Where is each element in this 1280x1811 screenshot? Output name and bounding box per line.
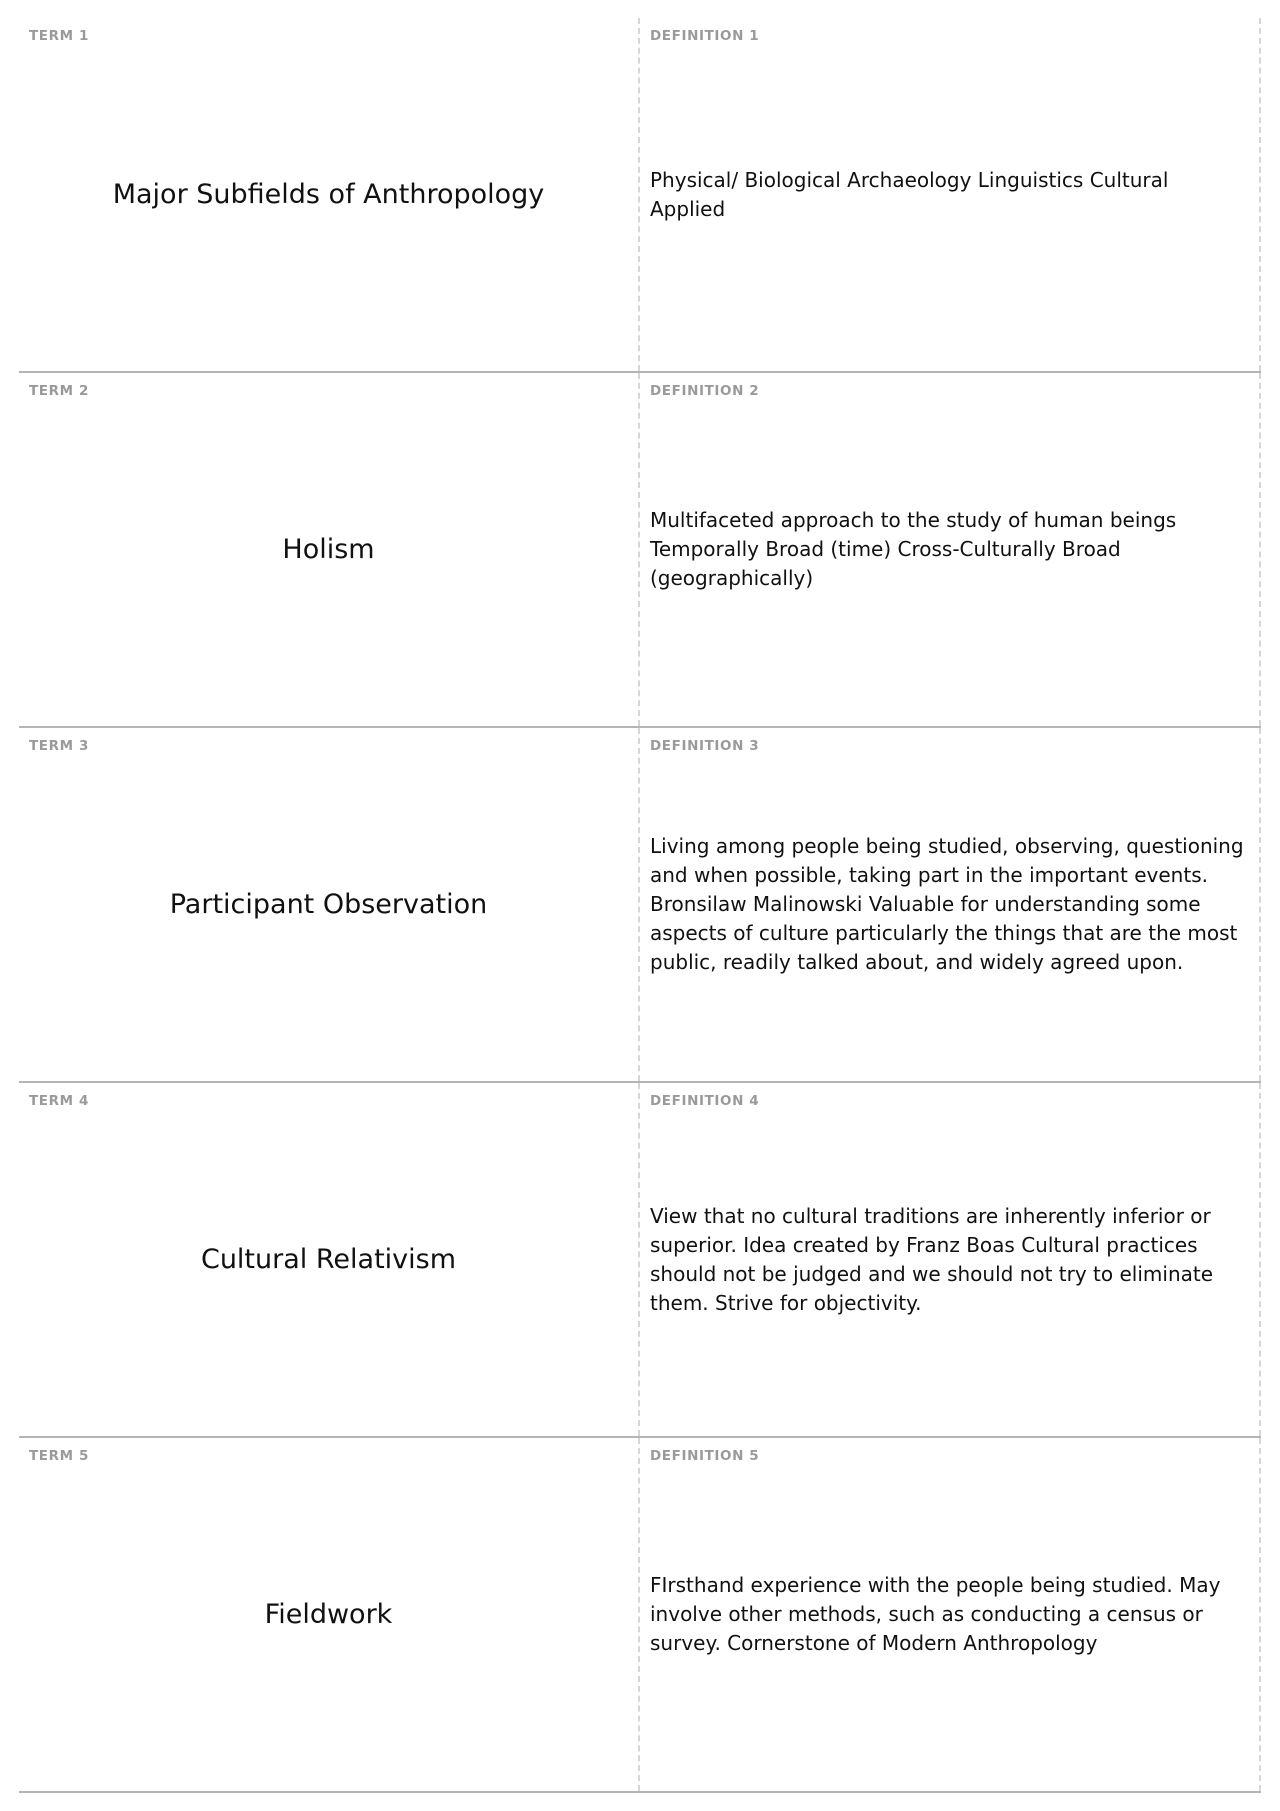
flashcard-sheet — [19, 18, 1261, 1793]
term-text: Cultural Relativism — [200, 1244, 457, 1275]
definition-cell — [640, 18, 1261, 371]
definition-cell — [640, 1083, 1261, 1436]
term-tag: TERM 5 — [29, 1448, 89, 1464]
definition-cell — [640, 728, 1261, 1081]
definition-cell — [640, 373, 1261, 726]
term-tag: TERM 3 — [29, 738, 89, 754]
definition-tag: DEFINITION 1 — [650, 28, 760, 44]
definition-text: Living among people being studied, observing, questioning and when possible, taking part in the important events. Bronsilaw Malinowski Valuable for understanding some aspects of culture particularly the things that are the most public, readily talked about, and widely agreed upon. — [650, 834, 1244, 974]
term-cell — [19, 373, 640, 726]
term-tag: TERM 2 — [29, 383, 89, 399]
definition-tag: DEFINITION 4 — [650, 1093, 760, 1109]
flashcard-row — [19, 373, 1261, 728]
flashcard-row — [19, 728, 1261, 1083]
term-tag: TERM 1 — [29, 28, 89, 44]
flashcard-row — [19, 1438, 1261, 1793]
term-cell — [19, 1438, 640, 1791]
definition-tag: DEFINITION 2 — [650, 383, 760, 399]
definition-cell — [640, 1438, 1261, 1791]
term-cell — [19, 1083, 640, 1436]
flashcard-row — [19, 1083, 1261, 1438]
definition-text: Multifaceted approach to the study of human beings Temporally Broad (time) Cross-Culturally Broad (geographically) — [650, 508, 1177, 590]
term-text: Participant Observation — [169, 889, 488, 920]
term-tag: TERM 4 — [29, 1093, 89, 1109]
term-text: Major Subfields of Anthropology — [112, 179, 545, 210]
definition-tag: DEFINITION 5 — [650, 1448, 760, 1464]
term-cell — [19, 18, 640, 371]
definition-tag: DEFINITION 3 — [650, 738, 760, 754]
term-text: Holism — [282, 534, 375, 565]
term-cell — [19, 728, 640, 1081]
definition-text: View that no cultural traditions are inherently inferior or superior. Idea created by Franz Boas Cultural practices should not be judged and we should not try to eliminate them. Strive for objectivity. — [650, 1203, 1214, 1315]
definition-text: Physical/ Biological Archaeology Linguistics Cultural Applied — [650, 167, 1169, 221]
term-text: Fieldwork — [264, 1599, 393, 1630]
flashcard-row — [19, 18, 1261, 373]
definition-text: FIrsthand experience with the people being studied. May involve other methods, such as conducting a census or survey. Cornerstone of Modern Anthropology — [650, 1573, 1221, 1655]
